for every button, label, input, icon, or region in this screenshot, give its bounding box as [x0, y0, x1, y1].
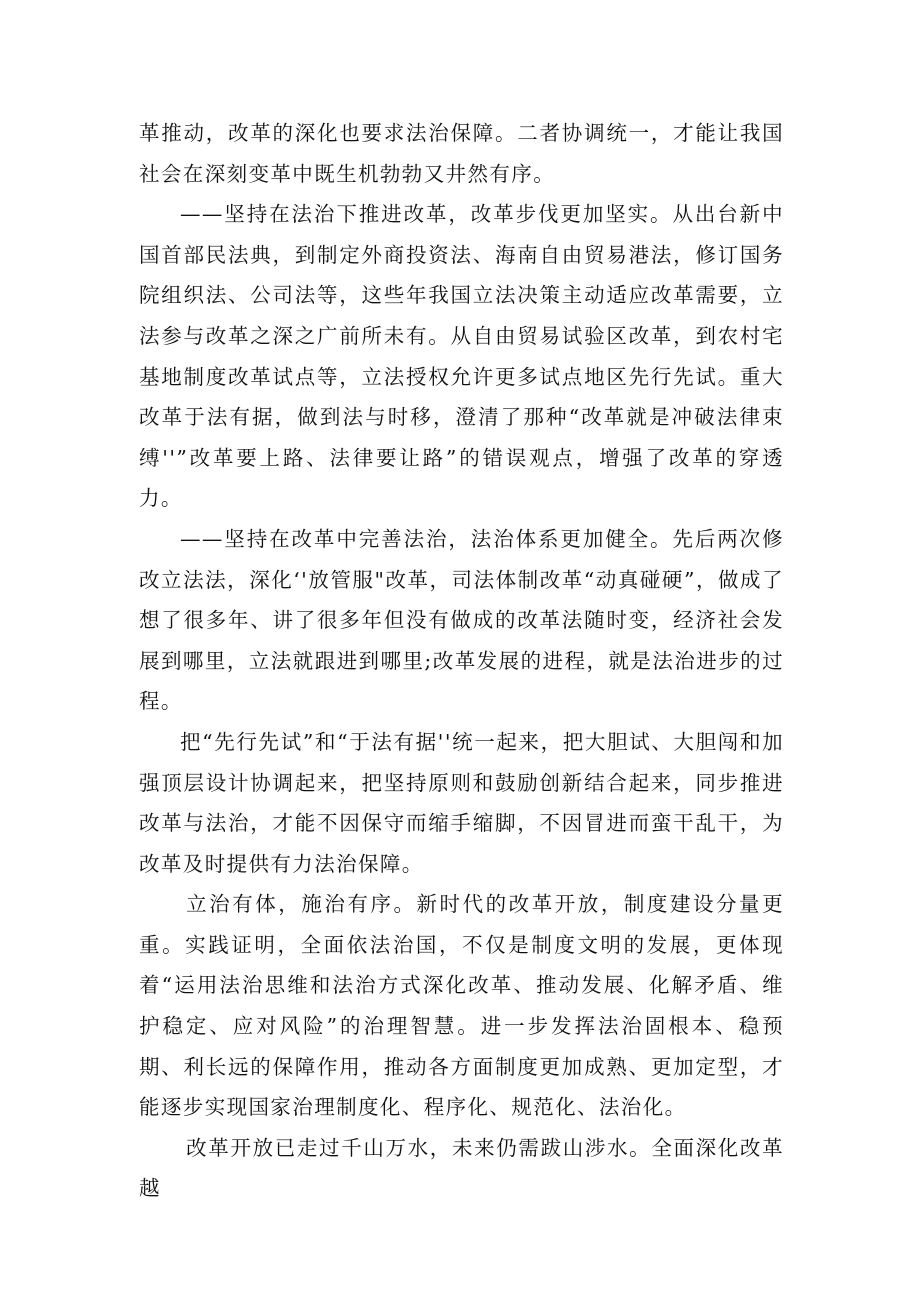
- paragraph-continuation: 革推动，改革的深化也要求法治保障。二者协调统一，才能让我国社会在深刻变革中既生机勃勃又井然有序。: [139, 121, 784, 186]
- article-body: [139, 113, 784, 1209]
- paragraph-reform-journey: 改革开放已走过千山万水，未来仍需跋山涉水。全面深化改革越: [139, 1135, 784, 1201]
- paragraph-reform-improves-law: ——坚持在改革中完善法治，法治体系更加健全。先后两次修改立法法，深化‘'放管服"改革，司法体制改革“动真碰硬”，做成了想了很多年、讲了很多年但没有做成的改革法随时变，经济社会发展到哪里，立法就跟进到哪里;改革发展的进程，就是法治进步的过程。: [139, 526, 784, 714]
- paragraph-rule-of-law-reform: ——坚持在法治下推进改革，改革步伐更加坚实。从出台新中国首部民法典，到制定外商投资法、海南自由贸易港法，修订国务院组织法、公司法等，这些年我国立法决策主动适应改革需要，立法参与改革之深之广前所未有。从自由贸易试验区改革，到农村宅基地制度改革试点等，立法授权允许更多试点地区先行先试。重大改革于法有据，做到法与时移，澄清了那种“改革就是冲破法律束缚''”改革要上路、法律要让路”的错误观点，增强了改革的穿透力。: [139, 202, 784, 511]
- paragraph-unify-trial-and-law: 把“先行先试”和“于法有据''统一起来，把大胆试、大胆闯和加强顶层设计协调起来，把坚持原则和鼓励创新结合起来，同步推进改革与法治，才能不因保守而缩手缩脚，不因冒进而蛮干乱干，为改革及时提供有力法治保障。: [139, 729, 784, 876]
- paragraph-governance-system: 立治有体，施治有序。新时代的改革开放，制度建设分量更重。实践证明，全面依法治国，不仅是制度文明的发展，更体现着“运用法治思维和法治方式深化改革、推动发展、化解矛盾、维护稳定、应对风险”的治理智慧。进一步发挥法治固根本、稳预期、利长远的保障作用，推动各方面制度更加成熟、更加定型，才能逐步实现国家治理制度化、程序化、规范化、法治化。: [139, 892, 784, 1120]
